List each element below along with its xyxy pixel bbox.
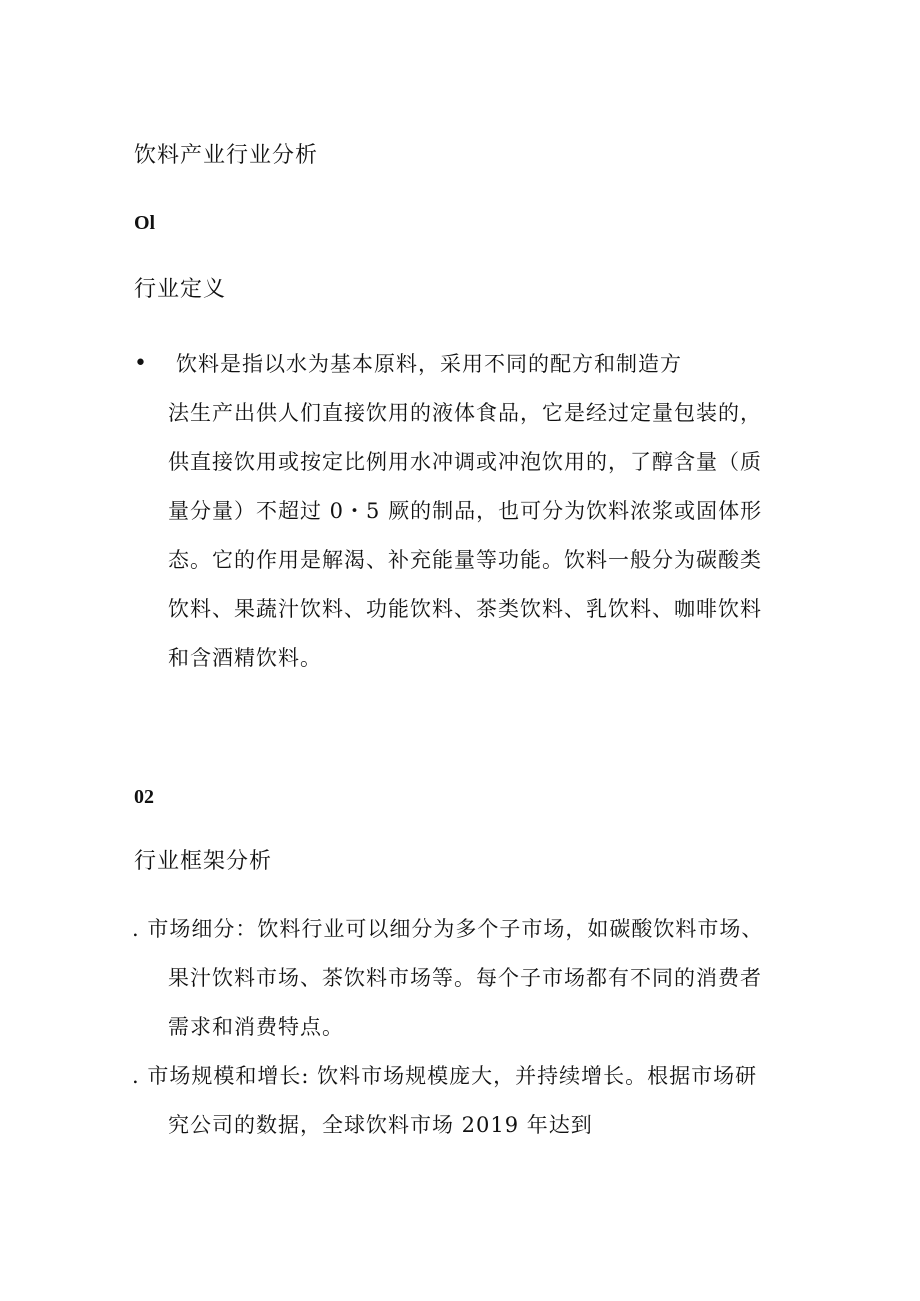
paragraph-line: 供直接饮用或按定比例用水冲调或冲泡饮用的，了醇含量（质 <box>168 450 762 474</box>
paragraph-line: 饮料是指以水为基本原料，采用不同的配方和制造方 <box>176 352 682 376</box>
paragraph-line: 量分量）不超过 0・5 厥的制品，也可分为饮料浓浆或固体形 <box>168 499 763 523</box>
paragraph-line: 饮料、果蔬汁饮料、功能饮料、茶类饮料、乳饮料、咖啡饮料 <box>168 597 762 621</box>
section-2-number: 02 <box>134 786 154 808</box>
paragraph-line: 和含酒精饮料。 <box>168 646 322 670</box>
paragraph-line: 态。它的作用是解渴、补充能量等功能。饮料一般分为碳酸类 <box>168 548 762 572</box>
section-1-heading: 行业定义 <box>134 277 227 302</box>
section-2-heading: 行业框架分析 <box>134 849 273 874</box>
list-item-line: 果汁饮料市场、茶饮料市场等。每个子市场都有不同的消费者 <box>168 966 762 990</box>
bullet-marker: • <box>134 351 147 376</box>
definition-paragraph <box>168 340 808 683</box>
paragraph-line: 法生产出供人们直接饮用的液体食品，它是经过定量包装的， <box>168 401 762 425</box>
list-item-line: 究公司的数据，全球饮料市场 2019 年达到 <box>168 1113 593 1137</box>
list-item-line: 需求和消费特点。 <box>168 1015 344 1039</box>
section-1-number: Ol <box>134 212 156 234</box>
list-item-market-segment <box>132 905 812 1052</box>
list-item-line: . 市场规模和增长: 饮料市场规模庞大，并持续增长。根据市场研 <box>132 1064 758 1088</box>
list-item-line: . 市场细分：饮料行业可以细分为多个子市场，如碳酸饮料市场、 <box>132 917 764 941</box>
document-title: 饮料产业行业分析 <box>134 143 319 168</box>
list-item-market-size <box>132 1052 812 1150</box>
